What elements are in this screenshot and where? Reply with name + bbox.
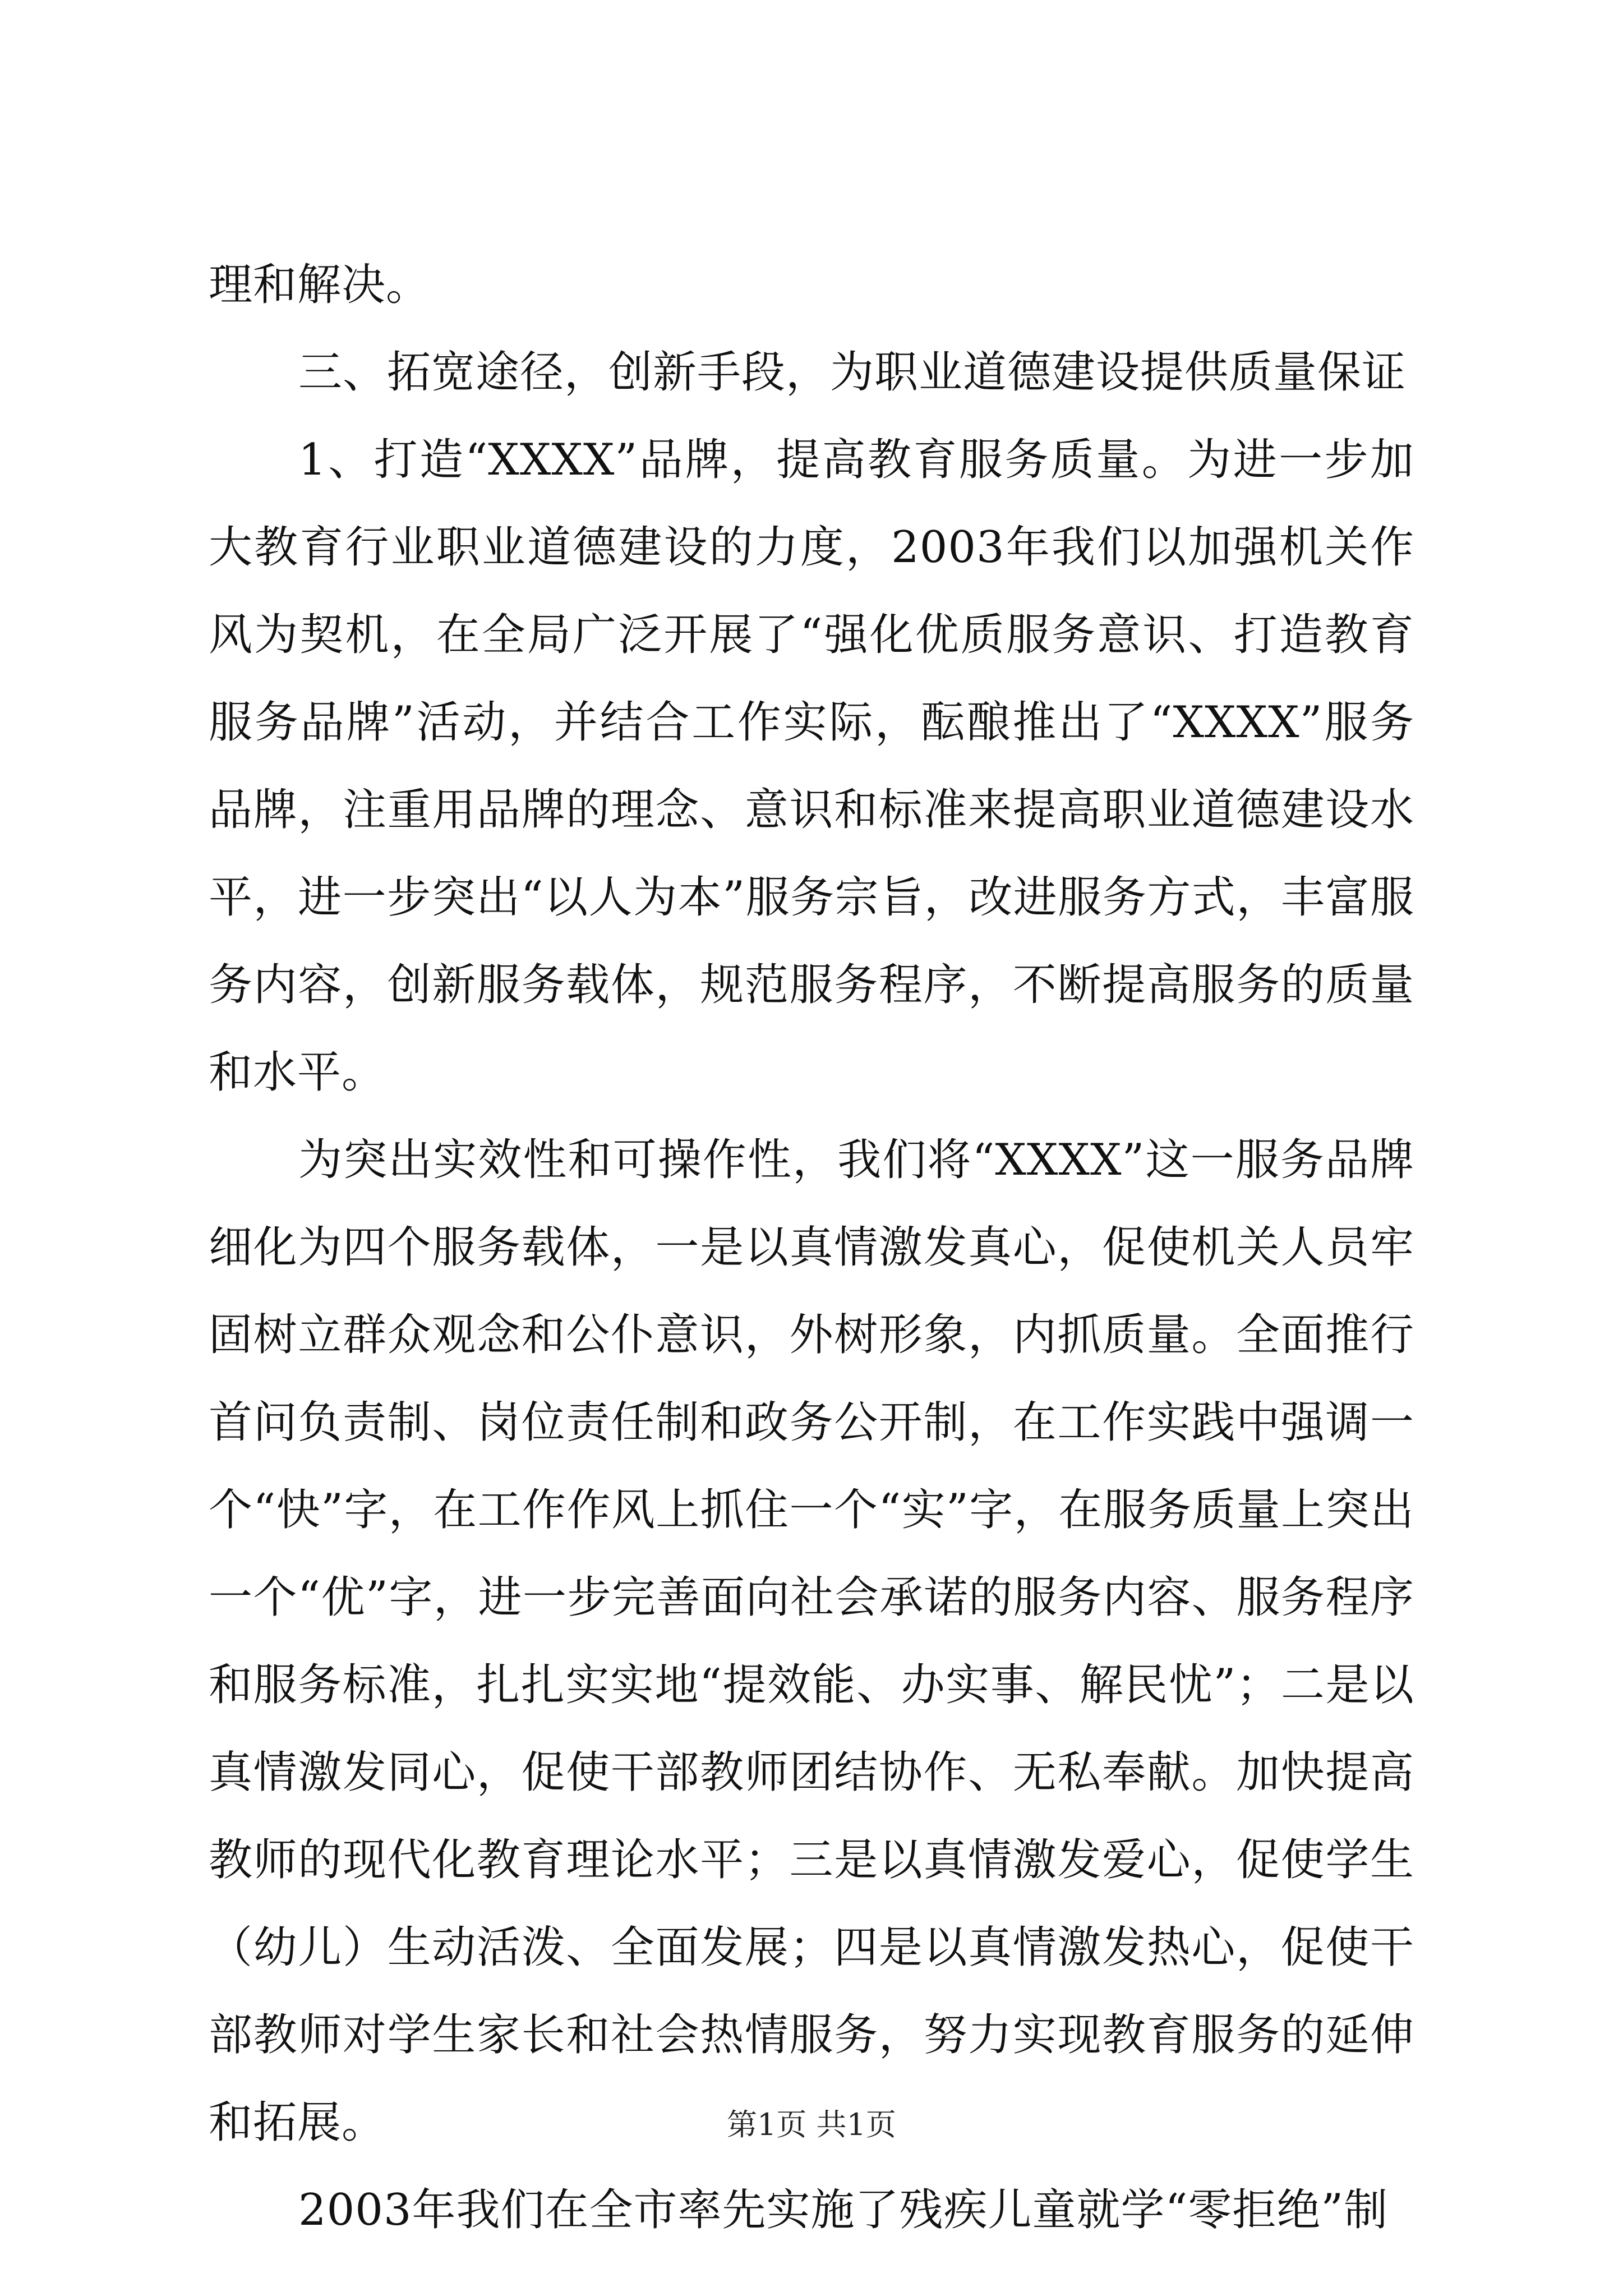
page-footer: 第1页 共1页	[727, 2107, 896, 2142]
paragraph-2003: 2003年我们在全市率先实施了残疾儿童就学“零拒绝”制	[298, 2185, 1389, 2235]
paragraph-continuation: 理和解决。	[209, 260, 431, 310]
document-body	[209, 241, 1414, 2254]
paragraph-brand: 1、打造“XXXX”品牌，提高教育服务质量。为进一步加大教育行业职业道德建设的力度，2003年我们以加强机关作风为契机，在全局广泛开展了“强化优质服务意识、打造教育服务品牌”活动，并结合工作实际，酝酿推出了“XXXX”服务品牌，注重用品牌的理念、意识和标准来提高职业道德建设水平，进一步突出“以人为本”服务宗旨，改进服务方式，丰富服务内容，创新服务载体，规范服务程序，不断提高服务的质量和水平。	[209, 435, 1414, 1098]
paragraph-carriers: 为突出实效性和可操作性，我们将“XXXX”这一服务品牌细化为四个服务载体，一是以真情激发真心，促使机关人员牢固树立群众观念和公仆意识，外树形象，内抓质量。全面推行首问负责制、岗位责任制和政务公开制，在工作实践中强调一个“快”字，在工作作风上抓住一个“实”字，在服务质量上突出一个“优”字，进一步完善面向社会承诺的服务内容、服务程序和服务标准，扎扎实实地“提效能、办实事、解民忧”；二是以真情激发同心，促使干部教师团结协作、无私奉献。加快提高教师的现代化教育理论水平；三是以真情激发爱心，促使学生（幼儿）生动活泼、全面发展；四是以真情激发热心，促使干部教师对学生家长和社会热情服务，努力实现教育服务的延伸和拓展。	[209, 1135, 1414, 2148]
section-heading: 三、拓宽途径，创新手段，为职业道德建设提供质量保证	[298, 347, 1407, 398]
